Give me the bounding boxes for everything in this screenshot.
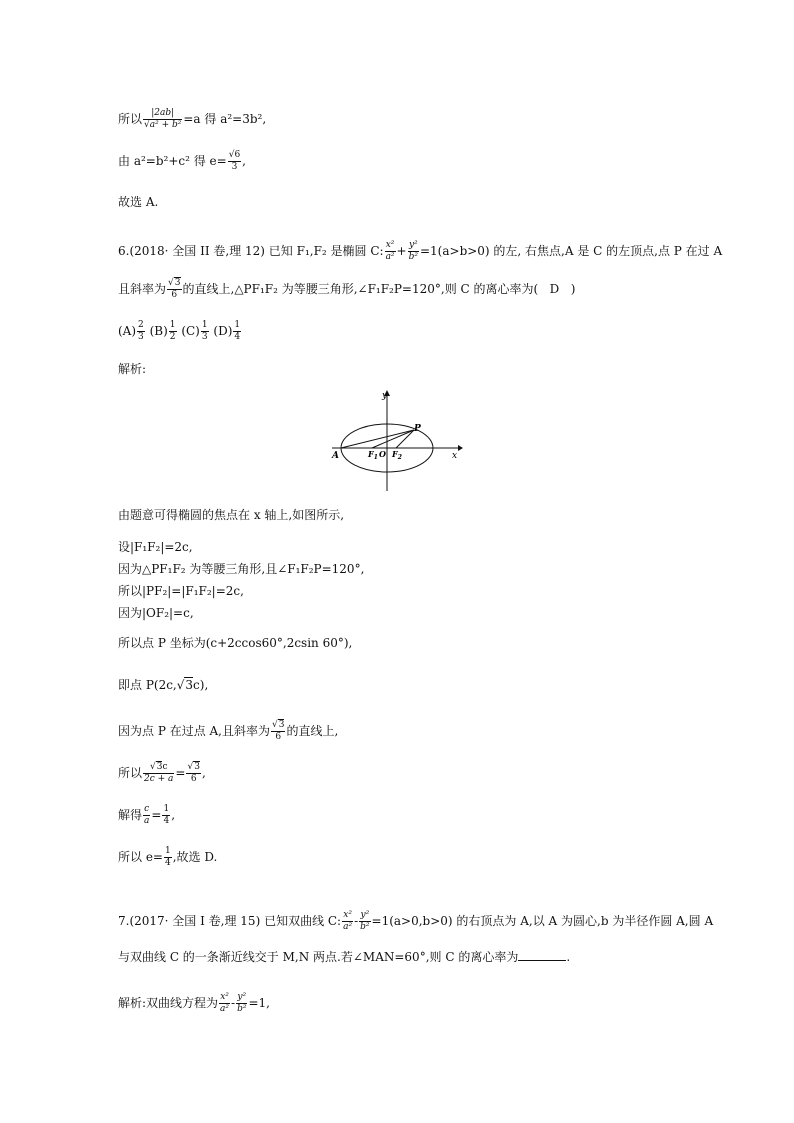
solution-step-5: 因为|OF₂|=c, <box>118 606 194 620</box>
question-7-line-2 <box>118 950 570 964</box>
text: =1(a>b>0) 的左, 右焦点,A 是 C 的左顶点,点 P 在过 A <box>419 244 723 258</box>
text: = <box>175 766 186 780</box>
text: , <box>242 154 246 168</box>
solution-step-9: 所以 $\frac{√3c}{2c + a}$ = $\frac{√3}{6}$ , <box>118 762 206 784</box>
numerator: √6 <box>228 150 241 160</box>
solution-line-1 <box>118 108 266 131</box>
question-6-options: (A) $\frac{2}{3}$ (B) $\frac{1}{2}$ (C) $\frac{1}{3}$ (D) $\frac{1}{4}$ <box>118 320 241 342</box>
label-P: P <box>414 424 421 434</box>
text: =a 得 a²=3b², <box>183 112 267 126</box>
solution-step-7: 即点 P(2c,√3c), <box>118 678 209 692</box>
question-7-line-1: 7.(2017· 全国 I 卷,理 15) 已知双曲线 C: $\frac{\text{x²}}{\text{a²}}$ - $\frac{\text{y²}}{\text{b²}}$ =1(a>0,b>0) 的右顶点为 A,以 A 为圆心,b 为半径作圆 A,圆 A <box>118 910 714 932</box>
denominator: 3 <box>231 162 238 172</box>
question-6-line-2 <box>118 278 575 301</box>
solution-7-line-1: 解析:双曲线方程为 $\frac{\text{x²}}{\text{a²}}$ - $\frac{\text{y²}}{\text{b²}}$ =1, <box>118 992 270 1014</box>
solution-step-6: 所以点 P 坐标为(c+2ccos60°,2csin 60°), <box>118 636 353 650</box>
analysis-label: 解析: <box>118 362 147 376</box>
text: ,故选 D. <box>172 850 218 864</box>
text: , <box>201 766 206 780</box>
text: 所以 e= <box>118 850 163 864</box>
text: 因为点 P 在过点 A,且斜率为 <box>118 724 270 738</box>
text: =1(a>0,b>0) 的右顶点为 A,以 A 为圆心,b 为半径作圆 A,圆 A <box>371 914 714 928</box>
question-6-line-1: 6.(2018· 全国 II 卷,理 12) 已知 F₁,F₂ 是椭圆 C: $\frac{\text{x²}}{\text{a²}}$ + $\frac{\text{y²}}{\text{b²}}$ =1(a>b>0) 的左, 右焦点,A 是 C 的左顶点,点 P 在过 A <box>118 240 723 262</box>
solution-step-8: 因为点 P 在过点 A,且斜率为 $\frac{√3}{6}$ 的直线上, <box>118 720 339 742</box>
x-axis-arrow-icon <box>458 445 463 451</box>
text: 7.(2017· 全国 I 卷,理 15) 已知双曲线 C: <box>118 914 342 928</box>
answer: D <box>549 282 560 296</box>
text: , <box>171 808 176 822</box>
text: =1, <box>248 996 270 1010</box>
denominator: √a² + b² <box>144 120 182 130</box>
text: 与双曲线 C 的一条渐近线交于 M,N 两点.若∠MAN=60°,则 C 的离心率为 <box>118 950 519 964</box>
text: 解得 <box>118 808 143 822</box>
solution-step-10: 解得 $\frac{c}{a}$ = $\frac{1}{4}$ , <box>118 804 176 826</box>
solution-step-4: 所以|PF₂|=|F₁F₂|=2c, <box>118 584 244 598</box>
text: ) <box>570 282 576 296</box>
text: 由 a²=b²+c² 得 e= <box>118 154 227 168</box>
solution-line-2 <box>118 150 246 173</box>
text: 解析:双曲线方程为 <box>118 996 219 1010</box>
label-A: A <box>332 451 339 461</box>
numerator: |2ab| <box>143 108 182 120</box>
text: 6.(2018· 全国 II 卷,理 12) 已知 F₁,F₂ 是椭圆 C: <box>118 244 384 258</box>
text: 且斜率为 <box>118 282 167 296</box>
solution-step-1: 由题意可得椭圆的焦点在 x 轴上,如图所示, <box>118 508 345 522</box>
fraction-x2-a2: $\frac{\text{x²}}{\text{a²}}$ <box>385 240 395 262</box>
fraction-sqrt3-6: $\frac{√3}{6}$ <box>168 278 181 300</box>
answer-blank[interactable] <box>518 950 566 961</box>
ellipse-figure <box>330 386 465 496</box>
text: . <box>566 950 571 964</box>
x-label: x <box>452 451 458 461</box>
solution-step-11: 所以 e= $\frac{1}{4}$ ,故选 D. <box>118 846 218 868</box>
text: 即点 P(2c, <box>118 678 177 692</box>
text: 的直线上, <box>286 724 339 738</box>
fraction <box>228 150 241 173</box>
label-F1: $F_1$ <box>368 449 378 461</box>
fraction-y2-b2: $\frac{\text{y²}}{\text{b²}}$ <box>408 240 418 262</box>
text: 所以 <box>118 112 143 126</box>
y-label: y <box>382 391 388 401</box>
solution-step-2: 设|F₁F₂|=2c, <box>118 540 193 554</box>
text: 的直线上,△PF₁F₂ 为等腰三角形,∠F₁F₂P=120°,则 C 的离心率为( <box>182 282 539 296</box>
text: c), <box>193 678 209 692</box>
solution-step-3: 因为△PF₁F₂ 为等腰三角形,且∠F₁F₂P=120°, <box>118 562 365 576</box>
text: 所以 <box>118 766 143 780</box>
label-O: O <box>379 449 386 459</box>
conclusion-line: 故选 A. <box>118 195 159 209</box>
label-F2: $F_2$ <box>392 449 402 461</box>
fraction <box>143 108 182 131</box>
